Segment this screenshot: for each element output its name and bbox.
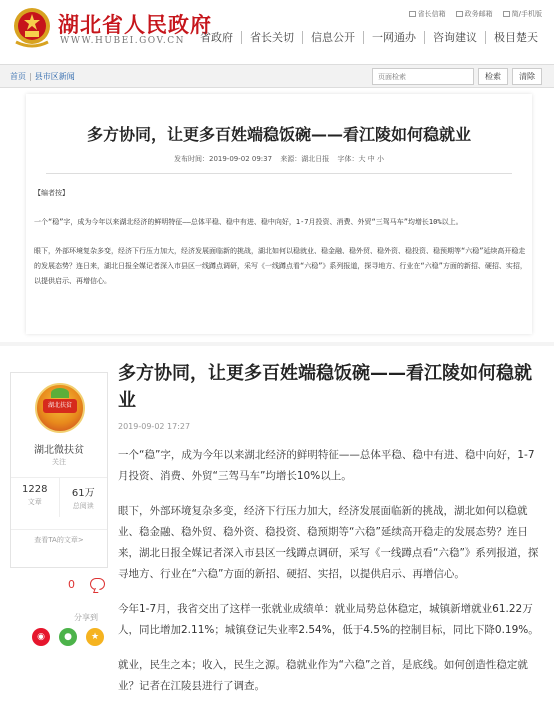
wechat-icon[interactable]: ● [59, 628, 77, 646]
breadcrumb: 首页 | 县市区新闻 [10, 72, 75, 81]
article-title: 多方协同，让更多百姓端稳饭碗——看江陵如何稳就业 [118, 363, 532, 411]
paragraph: 一个“稳”字，成为今年以来湖北经济的鲜明特征——总体平稳、稳中有进、稳中向好，1-7月投资、消费、外贸“三驾马车”均增长10%以上。 [34, 218, 463, 226]
article-meta [26, 154, 532, 164]
main-nav [192, 31, 546, 44]
search-input[interactable] [372, 68, 474, 85]
gov-article [26, 94, 532, 334]
mail-icon [456, 11, 463, 17]
phone-icon [503, 11, 510, 17]
account-stats [11, 477, 107, 517]
paragraph: 今年1-7月，我省交出了这样一张就业成绩单：就业局势总体稳定，城镇新增就业61.22万人，同比增加2.11%；城镇登记失业率2.54%，低于4.5%的控制目标，同比下降0.19%。 [118, 603, 539, 636]
breadcrumb-section[interactable]: 县市区新闻 [34, 72, 75, 81]
divider [46, 173, 512, 174]
mailbox-link[interactable]: 省长信箱 [409, 9, 446, 19]
site-url: WWW.HUBEI.GOV.CN [60, 36, 186, 46]
paragraph: 一个“稳”字，成为今年以来湖北经济的鲜明特征——总体平稳、稳中有进、稳中向好，1-7月投资、消费、外贸“三驾马车”均增长10%以上。 [118, 449, 535, 482]
nav-item[interactable]: 省政府 [200, 31, 233, 44]
paragraph: 眼下，外部环境复杂多变，经济下行压力加大，经济发展面临新的挑战，湖北如何以稳就业、稳金融、稳外贸、稳外资、稳投资、稳预期等“六稳”延续高开稳走的发展态势？连日来，湖北日报全媒记者深入市县区一线蹲点调研，采写《一线蹲点看“六稳”》系列报道，探寻地方、行业在“六稳”方面的新招、硬招、实招，以提供启示、再增信心。 [34, 247, 527, 285]
font-size-control[interactable]: 字体：大 中 小 [337, 155, 384, 163]
nav-item[interactable]: 咨询建议 [424, 31, 485, 44]
mobile-version-link[interactable]: 简/手机版 [503, 9, 542, 19]
national-emblem-icon [12, 6, 52, 48]
share-label: 分享到 [74, 613, 98, 622]
publish-date: 发布时间：2019-09-02 09:37 [173, 155, 273, 163]
avatar-text: 湖北扶贫 [43, 399, 77, 413]
wechat-article-page [0, 342, 554, 716]
article-body [118, 445, 542, 697]
breadcrumb-home[interactable]: 首页 [10, 72, 26, 81]
site-title[interactable]: 湖北省人民政府 [58, 12, 212, 37]
view-articles-link[interactable]: 查看TA的文章> [11, 529, 107, 549]
publish-date: 2019-09-02 17:27 [118, 422, 191, 431]
weibo-icon[interactable]: ◉ [32, 628, 50, 646]
nav-item[interactable]: 省长关切 [241, 31, 302, 44]
comment-icon[interactable] [90, 578, 105, 590]
like-count[interactable]: 0 [68, 578, 75, 591]
search-button[interactable]: 检索 [478, 68, 508, 85]
stat-articles: 1228 文章 [11, 478, 60, 517]
avatar[interactable] [35, 383, 85, 433]
profile-card [10, 372, 108, 568]
article-title: 多方协同，让更多百姓端稳饭碗——看江陵如何稳就业 [86, 125, 471, 144]
account-name[interactable]: 湖北微扶贫 [34, 445, 84, 456]
breadcrumb-bar [0, 64, 554, 88]
qzone-icon[interactable]: ★ [86, 628, 104, 646]
author-sidebar [8, 360, 108, 708]
nav-item[interactable]: 信息公开 [302, 31, 363, 44]
clear-button[interactable]: 清除 [512, 68, 542, 85]
paragraph: 就业，民生之本；收入，民生之源。稳就业作为“六稳”之首，是底线。如何创造性稳定就业？记者在江陵县进行了调查。 [118, 659, 528, 692]
gov-email-link[interactable]: 政务邮箱 [456, 9, 493, 19]
follow-label[interactable]: 关注 [52, 458, 66, 466]
gov-header [0, 0, 554, 58]
share-icons [32, 628, 104, 646]
article-source: 来源：湖北日报 [280, 155, 330, 163]
leaf-icon [51, 388, 69, 398]
gov-page [0, 0, 554, 340]
nav-item[interactable]: 一网通办 [363, 31, 424, 44]
paragraph: 眼下，外部环境复杂多变，经济下行压力加大，经济发展面临新的挑战，湖北如何以稳就业、稳金融、稳外贸、稳外资、稳投资、稳预期等“六稳”延续高开稳走的发展态势？连日来，湖北日报全媒记者深入市县区一线蹲点调研，采写《一线蹲点看“六稳”》系列报道，探寻地方、行业在“六稳”方面的新招、硬招、实招，以提供启示、再增信心。 [118, 505, 539, 580]
article-body [34, 186, 528, 303]
mail-icon [409, 11, 416, 17]
stat-reads: 61万 总阅读 [71, 488, 95, 510]
article-main [118, 360, 544, 711]
editor-note: 【编者按】 [34, 189, 69, 197]
nav-item[interactable]: 极目楚天 [485, 31, 546, 44]
utility-links [409, 9, 542, 19]
